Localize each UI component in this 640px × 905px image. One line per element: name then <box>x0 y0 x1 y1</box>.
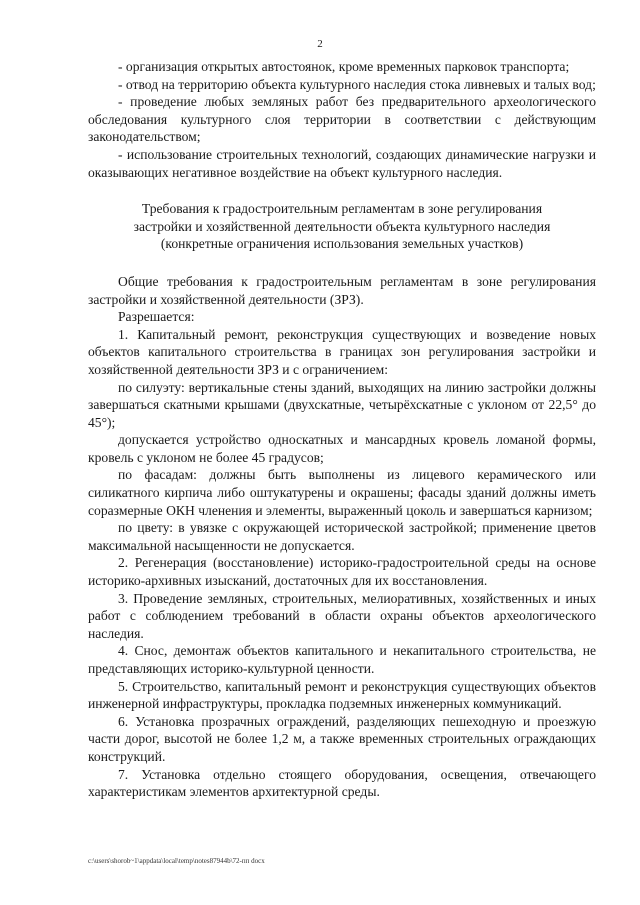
page-number: 2 <box>317 38 323 50</box>
allowed-subitem: по силуэту: вертикальные стены зданий, выходящих на линию застройки должны завершаться скатными крышами (двухскатные, четырёхскатные с уклоном от 22,5° до 45°); <box>88 379 596 430</box>
restriction-item: - отвод на территорию объекта культурного наследия стока ливневых и талых вод; <box>118 76 596 92</box>
section-heading-line: (конкретные ограничения использования земельных участков) <box>160 236 524 252</box>
restriction-item: - проведение любых земляных работ без предварительного археологического обследования культурного слоя территории в соответствии с действующим законодательством; <box>88 94 596 145</box>
allowed-item: 4. Снос, демонтаж объектов капитального и некапитального строительства, не представляющих историко-культурной ценности. <box>88 643 596 676</box>
section-heading-line: застройки и хозяйственной деятельности объекта культурного наследия <box>133 218 551 234</box>
section-heading-line: Требования к градостроительным регламентам в зоне регулирования <box>141 201 543 217</box>
allowed-item: 2. Регенерация (восстановление) историко-градостроительной среды на основе историко-архивных изысканий, достаточных для их восстановления. <box>88 555 596 589</box>
restriction-item: - организация открытых автостоянок, кроме временных парковок транспорта; <box>118 59 570 74</box>
restriction-item: - использование строительных технологий, создающих динамические нагрузки и оказывающих негативное воздействие на объект культурного наследия. <box>88 146 596 180</box>
allowed-subitem: по цвету: в увязке с окружающей исторической застройкой; применение цветов максимальной насыщенности не допускается. <box>88 520 596 553</box>
document-body <box>88 58 596 801</box>
allowed-label: Разрешается: <box>118 309 195 325</box>
allowed-item: 5. Строительство, капитальный ремонт и реконструкция существующих объектов инженерной инфраструктуры, прокладка подземных инженерных коммуникаций. <box>88 678 596 712</box>
section-heading <box>88 200 596 253</box>
general-requirements: Общие требования к градостроительным регламентам в зоне регулирования застройки и хозяйственной деятельности (ЗРЗ). <box>88 273 596 307</box>
allowed-subitem: по фасадам: должны быть выполнены из лицевого керамического или силикатного кирпича либо оштукатурены и окрашены; фасады зданий должны иметь соразмерные ОКН членения и элементы, выраженный цоколь и завершаться карнизом; <box>88 467 596 518</box>
allowed-item: 7. Установка отдельно стоящего оборудования, освещения, отвечающего характеристикам элементов архитектурной среды. <box>88 766 596 800</box>
footer-file-path: c:\users\shorob~1\appdata\local\temp\notes87944b\72-пп docx <box>88 857 265 865</box>
allowed-item: 6. Установка прозрачных ограждений, разделяющих пешеходную и проезжую части дорог, высотой не более 1,2 м, а также временных строительных ограждающих конструкций. <box>88 713 596 764</box>
allowed-subitem: допускается устройство односкатных и мансардных кровель ломаной формы, кровель с уклоном не более 45 градусов; <box>88 432 596 465</box>
allowed-item: 1. Капитальный ремонт, реконструкция существующих и возведение новых объектов капитального строительства в границах зон регулирования застройки и хозяйственной деятельности ЗРЗ и с ограничением: <box>88 326 596 377</box>
allowed-item: 3. Проведение земляных, строительных, мелиоративных, хозяйственных и иных работ с соблюдением требований в области охраны объектов археологического наследия. <box>88 590 596 641</box>
